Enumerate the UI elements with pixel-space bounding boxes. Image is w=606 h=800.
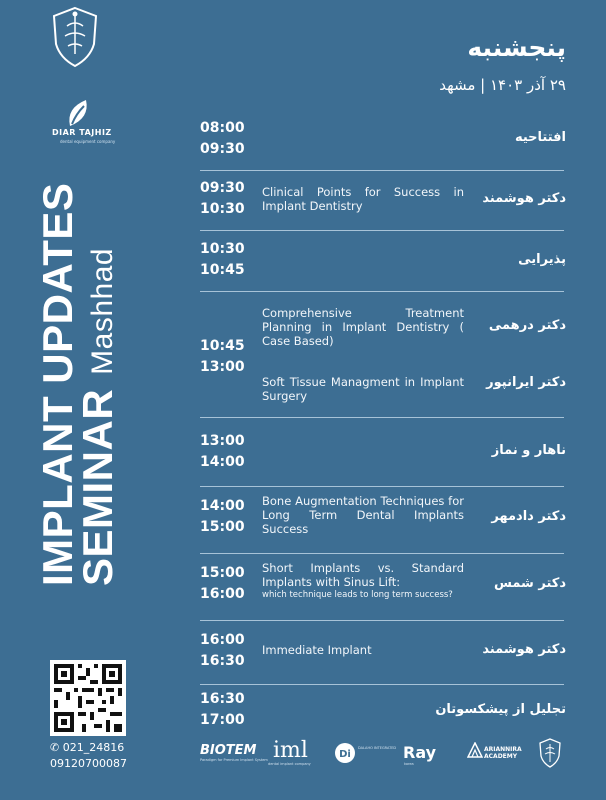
session-end: 10:45	[200, 262, 245, 278]
seminar-city: Mashhad	[86, 247, 119, 375]
sponsor-ariana-academy	[484, 746, 522, 760]
speaker-name-fa: دکتر دادمهر	[491, 509, 566, 524]
talk-title-en: Clinical Points for Success in Implant Dentistry	[262, 185, 464, 213]
svg-text:Di: Di	[339, 749, 351, 760]
session-title-fa: ناهار و نماز	[491, 443, 566, 458]
talk-title-en: Comprehensive Treatment Planning in Implant Dentistry ( Case Based)	[262, 306, 464, 348]
session-end: 14:00	[200, 454, 245, 470]
speaker-name-fa: دکتر هوشمند	[482, 191, 566, 206]
event-date: ۲۹ آذر ۱۴۰۳ | مشهد	[439, 76, 566, 94]
speaker-name-fa: دکتر شمس	[493, 576, 566, 591]
sponsor-iml-logo: iml	[273, 738, 308, 763]
session-title-fa: تجلیل از پیشکسوتان	[435, 702, 566, 717]
ariana-line2: ACADEMY	[484, 753, 518, 760]
seminar-title-block	[34, 146, 123, 586]
seminar-title-line1: IMPLANT UPDATES	[34, 182, 81, 586]
session-end: 16:00	[200, 586, 245, 602]
divider	[200, 684, 564, 685]
divider	[200, 620, 564, 621]
sponsor-ray-logo: Ray	[403, 743, 437, 762]
session-time	[200, 239, 245, 281]
session-end: 09:30	[200, 141, 245, 157]
talk-title-en: Bone Augmentation Techniques for Long Term Dental Implants Success	[262, 494, 464, 536]
session-time	[200, 563, 245, 605]
sponsor-name: DIAR TAJHIZ	[52, 128, 112, 137]
talk-title-en	[262, 561, 464, 601]
session-time	[200, 689, 245, 731]
sponsor-biotem-tagline: Paradigm for Premium Implant System	[200, 758, 268, 762]
session-end: 16:30	[200, 653, 245, 669]
talk-subtitle: which technique leads to long term success?	[262, 590, 453, 600]
ariana-line1: ARIANNIRA	[484, 746, 522, 753]
sponsor-tagline: dental equipment company	[60, 139, 116, 144]
session-time	[200, 118, 245, 160]
session-end: 15:00	[200, 519, 245, 535]
session-start: 10:30	[200, 241, 245, 257]
session-start: 16:30	[200, 691, 245, 707]
divider	[200, 291, 564, 292]
speaker-name-fa: دکتر هوشمند	[482, 642, 566, 657]
divider	[200, 170, 564, 171]
sponsor-iml-tagline: dental implant company	[268, 762, 311, 766]
university-crest-icon	[50, 6, 100, 70]
sponsor-di-name: DALAHO INTEGRATED	[358, 746, 397, 750]
divider	[200, 486, 564, 487]
ariana-academy-icon	[467, 742, 483, 758]
talk-title-main: Short Implants vs. Standard Implants with Sinus Lift:	[262, 561, 464, 589]
session-end: 13:00	[200, 359, 245, 375]
seminar-title-line2	[74, 146, 123, 586]
session-title-fa: افتتاحیه	[514, 130, 566, 145]
session-end: 10:30	[200, 201, 245, 217]
sponsor-biotem-logo: BIOTEM	[200, 743, 257, 758]
divider	[200, 553, 564, 554]
session-start: 08:00	[200, 120, 245, 136]
qr-code-icon[interactable]	[50, 660, 126, 736]
contact-phone-2[interactable]: 09120700087	[50, 757, 127, 770]
divider	[200, 417, 564, 418]
event-day: پنجشنبه	[467, 33, 566, 62]
talk-title-en: Immediate Implant	[262, 643, 372, 657]
session-time	[200, 496, 245, 538]
session-time	[200, 178, 245, 220]
session-time	[200, 630, 245, 672]
sponsor-di-icon	[334, 742, 356, 764]
session-title-fa: پذیرایی	[518, 252, 566, 267]
session-start: 15:00	[200, 565, 245, 581]
diar-tajhiz-leaf-icon	[58, 98, 98, 128]
divider	[200, 230, 564, 231]
speaker-name-fa: دکتر ایرانپور	[486, 375, 566, 390]
seminar-title-seminar: SEMINAR	[74, 388, 121, 586]
speaker-name-fa: دکتر درهمی	[488, 318, 566, 333]
session-start: 13:00	[200, 433, 245, 449]
session-start: 09:30	[200, 180, 245, 196]
session-end: 17:00	[200, 712, 245, 728]
session-time	[200, 431, 245, 473]
university-crest-small-icon	[538, 738, 562, 768]
session-start: 16:00	[200, 632, 245, 648]
talk-title-en: Soft Tissue Managment in Implant Surgery	[262, 375, 464, 403]
contact-phone-1[interactable]: ✆ 021_24816	[50, 741, 125, 754]
sponsor-ray-tagline: korea	[404, 762, 414, 766]
session-time	[200, 336, 245, 378]
session-start: 10:45	[200, 338, 245, 354]
session-start: 14:00	[200, 498, 245, 514]
